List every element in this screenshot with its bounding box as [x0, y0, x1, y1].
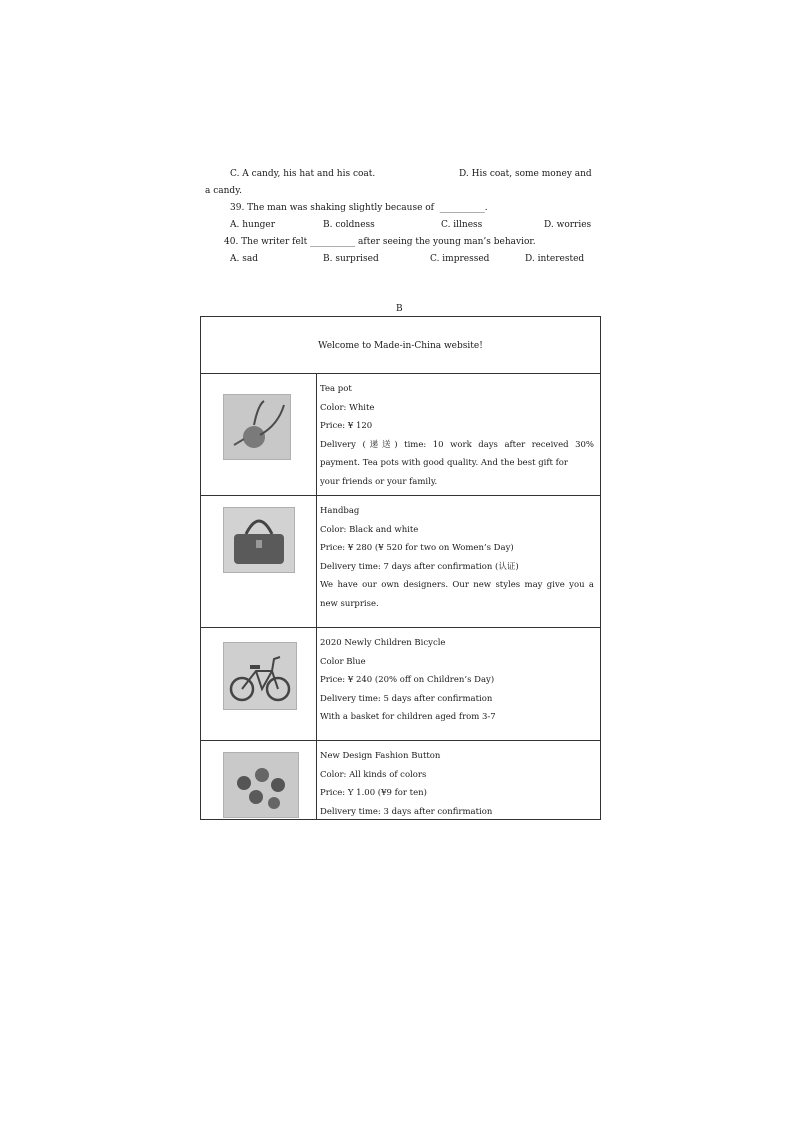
product-row-bicycle	[201, 628, 600, 741]
product-name: 2020 Newly Children Bicycle	[320, 638, 446, 648]
handbag-details	[320, 502, 594, 614]
product-name: New Design Fashion Button	[320, 751, 441, 761]
welcome-text: Welcome to Made-in-China website!	[318, 341, 483, 351]
product-color: Color: White	[320, 402, 375, 413]
button-image	[223, 752, 299, 818]
product-delivery: Delivery time: 5 days after confirmation	[320, 693, 493, 704]
product-price: Price: Y 1.00 (¥9 for ten)	[320, 788, 427, 799]
q39-stem: 39. The man was shaking slightly because of __________.	[230, 203, 488, 213]
table-header-row	[201, 317, 600, 374]
product-name: Tea pot	[320, 384, 352, 394]
image-cell	[201, 628, 317, 740]
button-details	[320, 747, 594, 821]
q39-option-c: C. illness	[441, 220, 483, 230]
q38-option-c: C. A candy, his hat and his coat.	[230, 169, 376, 179]
product-note: We have our own designers. Our new styles may give you a	[320, 580, 594, 591]
product-price: Price: ¥ 280 (¥ 520 for two on Women’s Day)	[320, 543, 514, 554]
q40-stem: 40. The writer felt __________ after seeing the young man’s behavior.	[224, 237, 536, 247]
image-cell	[201, 374, 317, 495]
teapot-image	[223, 394, 291, 460]
q39-option-a: A. hunger	[230, 220, 275, 230]
product-price: Price: ¥ 240 (20% off on Children’s Day)	[320, 675, 495, 686]
bicycle-image	[223, 642, 297, 710]
teapot-details	[320, 380, 594, 492]
q40-option-d: D. interested	[525, 254, 585, 264]
image-cell	[201, 741, 317, 819]
q38-option-d: D. His coat, some money and	[459, 169, 592, 179]
image-cell	[201, 496, 317, 627]
product-note: With a basket for children aged from 3-7	[320, 712, 496, 723]
bicycle-details	[320, 634, 594, 727]
q38-option-d-cont: a candy.	[205, 186, 242, 196]
q40-option-c: C. impressed	[430, 254, 490, 264]
handbag-image	[223, 507, 295, 573]
q39-option-b: B. coldness	[323, 220, 375, 230]
product-color: Color: All kinds of colors	[320, 769, 427, 780]
product-delivery: Delivery time: 3 days after confirmation	[320, 806, 493, 817]
q40-option-a: A. sad	[230, 254, 258, 264]
product-row-handbag	[201, 496, 600, 628]
product-table	[200, 316, 601, 820]
product-delivery: Delivery (递送) time: 10 work days after received 30%	[320, 439, 594, 450]
section-label: B	[396, 304, 403, 314]
product-color: Color Blue	[320, 656, 366, 667]
product-price: Price: ¥ 120	[320, 421, 373, 432]
product-delivery-cont: payment. Tea pots with good quality. And the best gift for	[320, 458, 568, 469]
product-name: Handbag	[320, 506, 360, 516]
product-delivery: Delivery time: 7 days after confirmation (认证)	[320, 561, 519, 572]
product-row-teapot	[201, 374, 600, 496]
q39-option-d: D. worries	[544, 220, 592, 230]
product-color: Color: Black and white	[320, 524, 419, 535]
product-row-button	[201, 741, 600, 819]
q40-option-b: B. surprised	[323, 254, 379, 264]
product-note-cont: new surprise.	[320, 598, 379, 609]
product-delivery-cont: your friends or your family.	[320, 476, 438, 487]
